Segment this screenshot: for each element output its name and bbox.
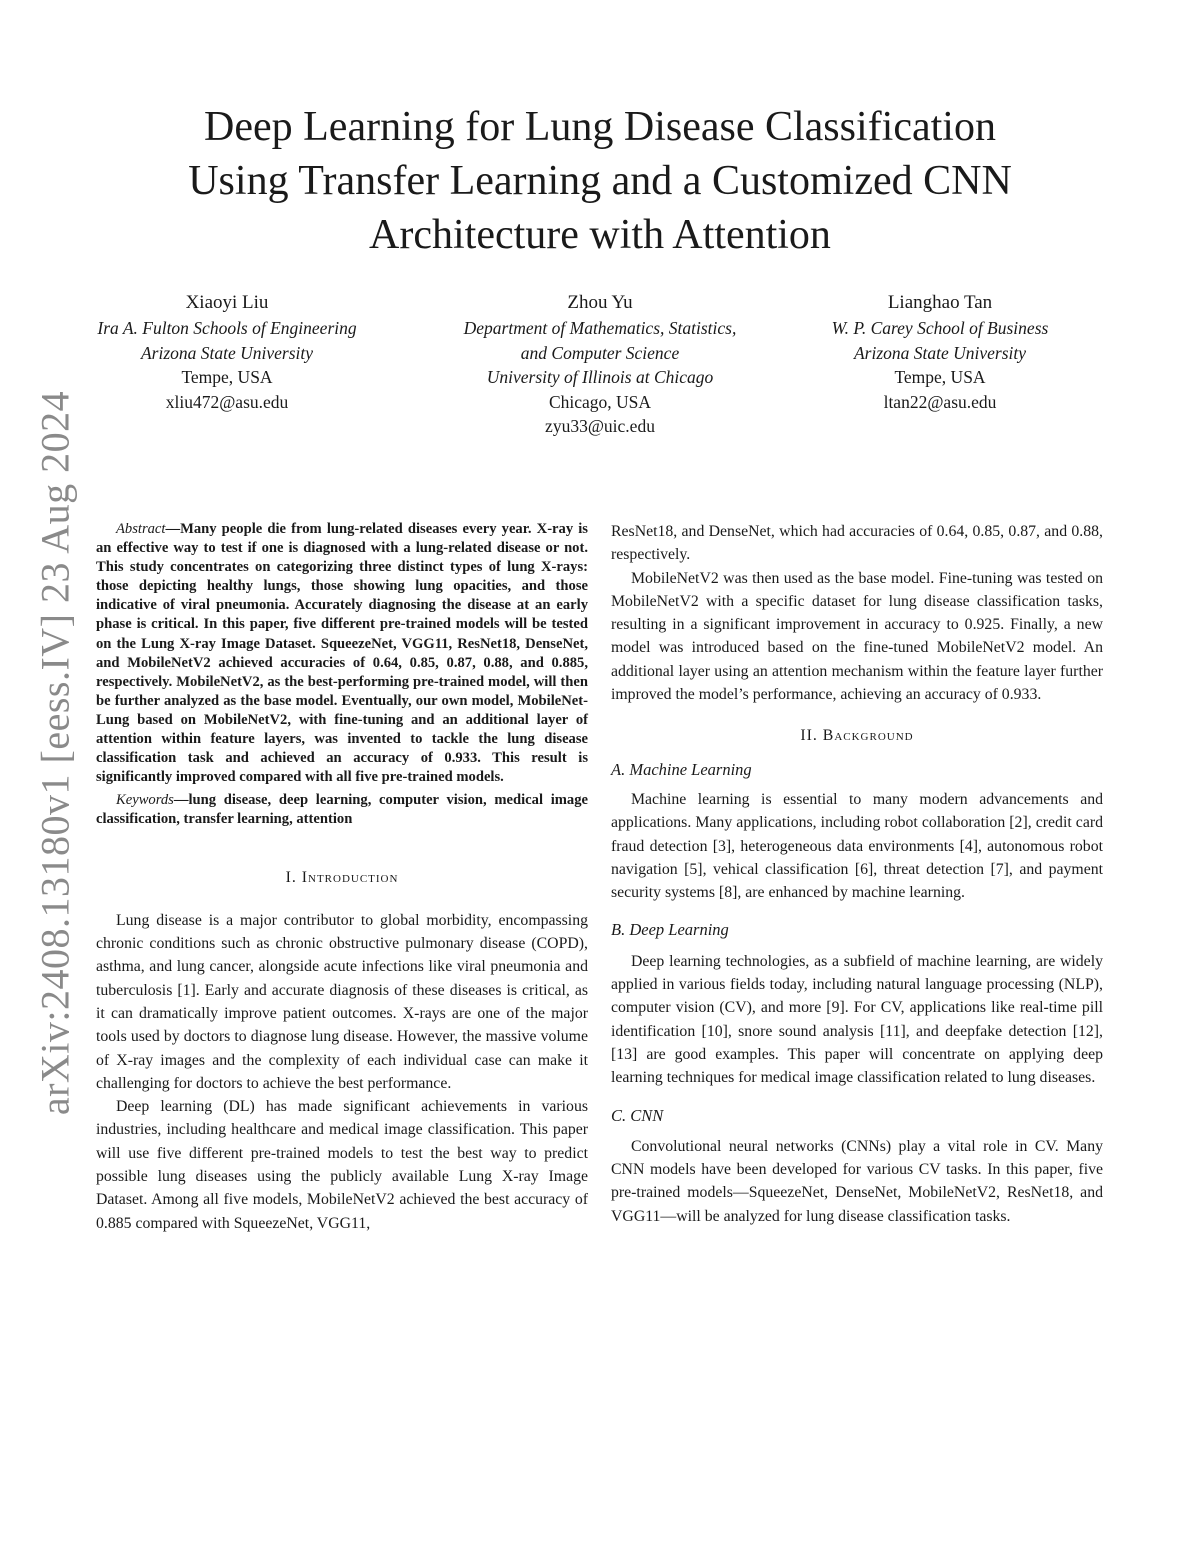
author-lianghao-tan (770, 290, 1110, 414)
right-column (611, 520, 1103, 1228)
left-column (96, 520, 588, 1235)
cnn-paragraph: Convolutional neural networks (CNNs) play a vital role in CV. Many CNN models have been developed for various CV tasks. In this paper, five pre-trained models—SqueezeNet, DenseNet, MobileNetV2, ResNet18, and VGG11—will be analyzed for lung disease classification tasks. (611, 1137, 1103, 1225)
intro-paragraph-2: Deep learning (DL) has made significant achievements in various industries, including healthcare and medical image classification. This paper will use five different pre-trained models to test the best way to predict possible lung diseases using the publicly available Lung X-ray Image Dataset. Among all five models, MobileNetV2 achieved the best accuracy of 0.885 compared with SqueezeNet, VGG11, (96, 1098, 588, 1232)
author-name: Xiaoyi Liu (185, 292, 269, 313)
author-affiliation: Ira A. Fulton Schools of Engineering (97, 318, 357, 338)
author-affiliation: Arizona State University (853, 342, 1027, 363)
section-heading-background (611, 724, 1103, 747)
abstract-text: —Many people die from lung-related diseases every year. X-ray is an effective way to test if one is diagnosed with a lung-related disease or not. This study concentrates on categorizing three distinct types of lung X-rays: those depicting healthy lungs, those showing lung opacities, and those indicative of viral pneumonia. Accurately diagnosing the disease at an early phase is critical. In this paper, five different pre-trained models will be tested on the Lung X-ray Image Dataset. SqueezeNet, VGG11, ResNet18, DenseNet, and MobileNetV2 achieved accuracies of 0.64, 0.85, 0.87, 0.88, and 0.885, respectively. MobileNetV2, as the best-performing pre-trained model, will then be further analyzed as the base model. Eventually, our own model, MobileNet-Lung based on MobileNetV2, with fine-tuning and an additional layer of attention within feature layers, was invented to tackle the lung disease classification task and achieved an accuracy of 0.933. This result is significantly improved compared with all five pre-trained models. (96, 521, 588, 786)
author-name: Zhou Yu (567, 292, 633, 313)
keywords (96, 791, 588, 829)
author-location: Tempe, USA (894, 367, 986, 387)
author-email[interactable]: zyu33@uic.edu (545, 416, 655, 436)
keywords-text: —lung disease, deep learning, computer vision, medical image classification, transfer learning, attention (96, 792, 588, 828)
section-title: Background (822, 727, 914, 745)
section-heading-introduction (96, 866, 588, 889)
paper-title (100, 100, 1100, 262)
author-affiliation: and Computer Science (520, 342, 680, 363)
author-affiliation: Arizona State University (140, 342, 314, 363)
keywords-lead: Keywords (116, 792, 174, 809)
abstract-lead: Abstract (116, 521, 166, 537)
section-title: Introduction (301, 868, 399, 886)
author-email[interactable]: ltan22@asu.edu (883, 391, 997, 412)
intro-paragraph-3: MobileNetV2 was then used as the base model. Fine-tuning was tested on MobileNetV2 with a specific dataset for lung disease classification tasks, resulting in a significant improvement in accuracy to 0.925. Finally, a new model was introduced based on the fine-tuned MobileNetV2 model. An additional layer using an attention mechanism within the feature layer further improved the model’s performance, achieving an accuracy of 0.933. (611, 569, 1103, 704)
author-location: Chicago, USA (548, 391, 652, 412)
title-line-1: Deep Learning for Lung Disease Classification (204, 104, 996, 150)
author-name: Lianghao Tan (887, 292, 993, 313)
deep-learning-paragraph: Deep learning technologies, as a subfield of machine learning, are widely applied in various fields today, including natural language processing (NLP), computer vision (CV), and more [9]. For CV, applications like real-time pill identification [10], snore sound analysis [11], and deepfake detection [12], [13] are good examples. This paper will concentrate on applying deep learning techniques for medical image classification related to lung diseases. (611, 952, 1103, 1087)
title-line-2: Using Transfer Learning and a Customized CNN (188, 158, 1012, 204)
intro-continuation-paragraph: ResNet18, and DenseNet, which had accuracies of 0.64, 0.85, 0.87, and 0.88, respectively. (611, 523, 1103, 564)
machine-learning-paragraph: Machine learning is essential to many modern advancements and applications. Many applications, including robot collaboration [2], credit card fraud detection [3], heterogeneous data environments [4], autonomous robot navigation [5], vehical classification [6], threat detection [7], and payment security systems [8], are enhanced by machine learning. (611, 790, 1103, 902)
section-number: II. (800, 727, 818, 745)
subsection-heading-cnn: C. CNN (611, 1105, 664, 1125)
subsection-heading-deep-learning: B. Deep Learning (611, 920, 729, 940)
intro-paragraph-1: Lung disease is a major contributor to global morbidity, encompassing chronic conditions such as chronic obstructive pulmonary disease (COPD), asthma, and lung cancer, alongside acute infections like viral pneumonia and tuberculosis [1]. Early and accurate diagnosis of these diseases is critical, as it can dramatically improve patient outcomes. X-rays are one of the major tools used by doctors to diagnose lung disease. However, the massive volume of X-ray images and the complexity of each individual case can make it challenging for doctors to achieve the best performance. (96, 911, 588, 1092)
subsection-heading-machine-learning: A. Machine Learning (611, 759, 752, 779)
abstract (96, 520, 588, 787)
author-location: Tempe, USA (181, 367, 273, 387)
author-affiliation: University of Illinois at Chicago (486, 367, 714, 387)
author-email[interactable]: xliu472@asu.edu (165, 391, 289, 412)
author-affiliation: Department of Mathematics, Statistics, (463, 318, 737, 338)
section-number: I. (285, 868, 297, 886)
author-affiliation: W. P. Carey School of Business (831, 318, 1049, 338)
author-zhou-yu (430, 290, 770, 439)
author-xiaoyi-liu (57, 290, 397, 414)
arxiv-identifier-stamp: arXiv:2408.13180v1 [eess.IV] 23 Aug 2024 (32, 390, 78, 1116)
title-line-3: Architecture with Attention (369, 212, 831, 258)
